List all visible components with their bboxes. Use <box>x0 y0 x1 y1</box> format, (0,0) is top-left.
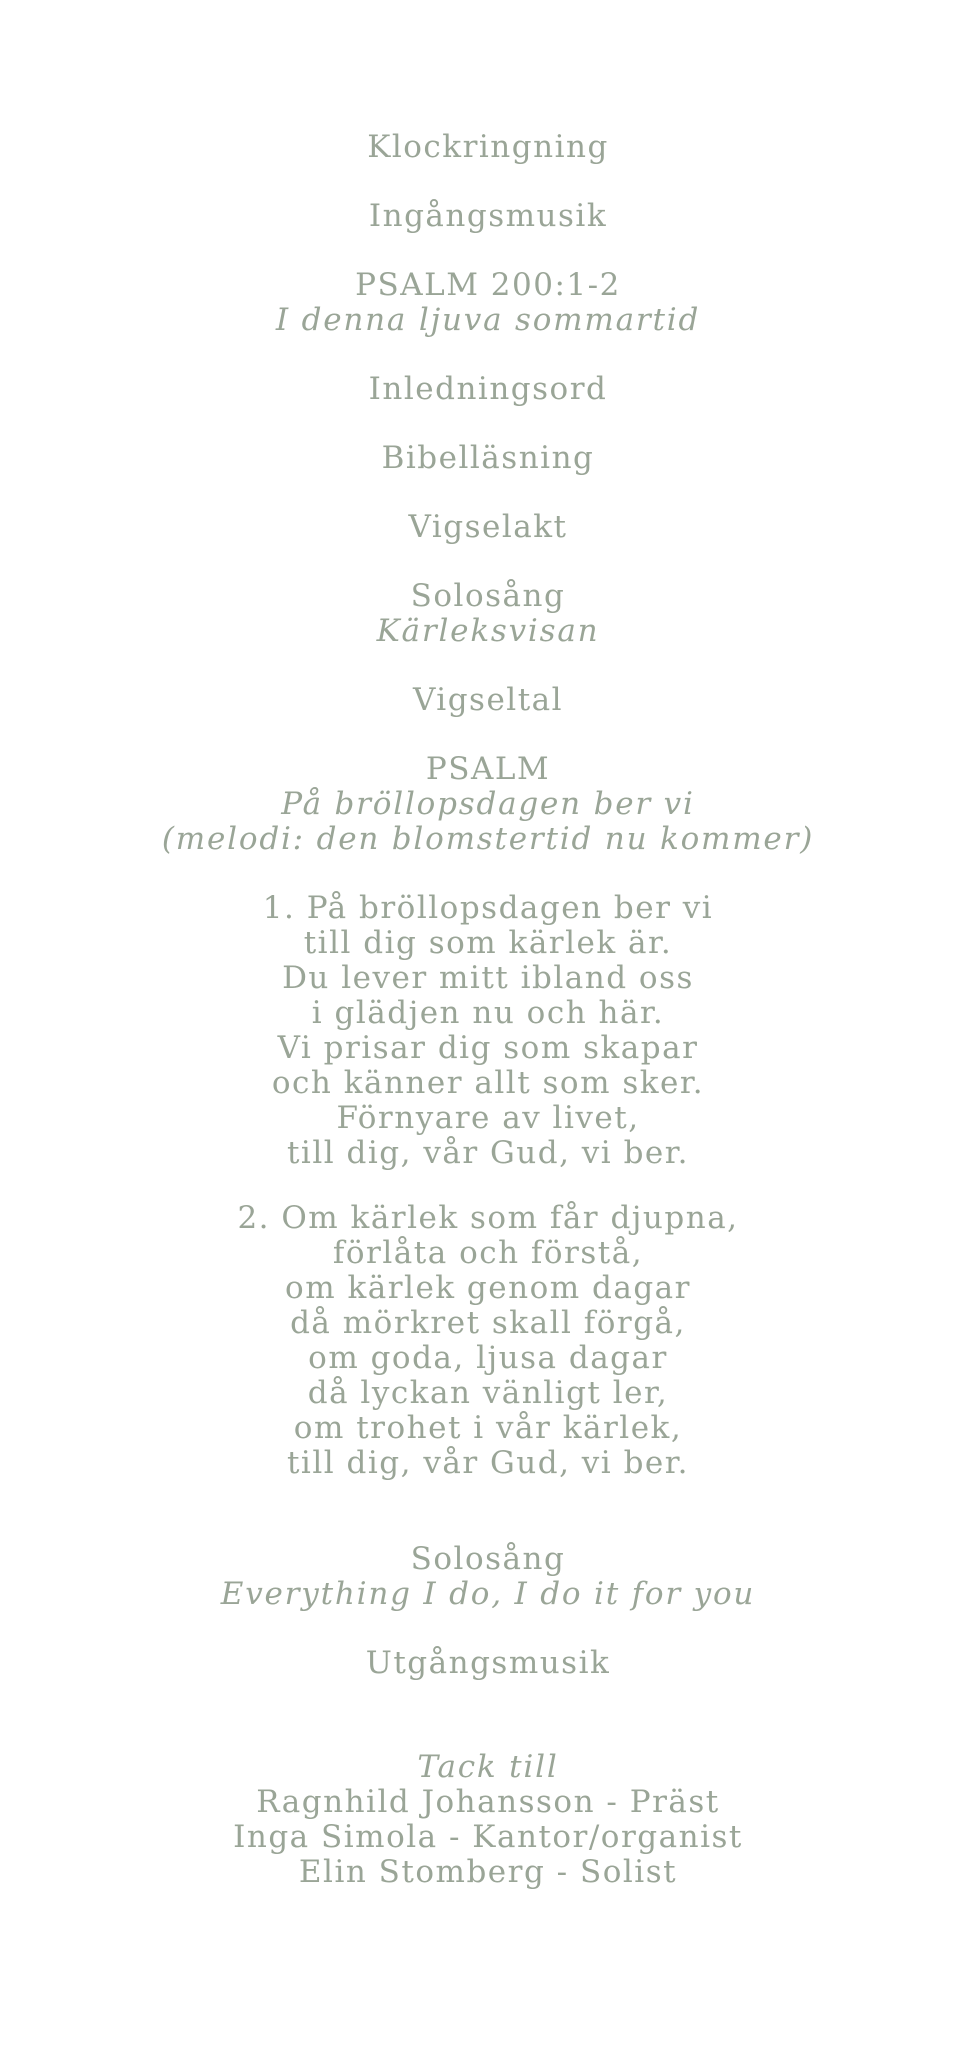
thanks-section <box>0 1750 976 1890</box>
item-subtitle: Kärleksvisan <box>376 613 600 649</box>
verse-line: till dig, vår Gud, vi ber. <box>286 1135 690 1171</box>
verse-line: till dig, vår Gud, vi ber. <box>286 1445 690 1481</box>
verse-line: i glädjen nu och här. <box>311 995 665 1031</box>
thanks-person: Elin Stomberg - Solist <box>298 1854 678 1890</box>
program-item-ingangsmusik <box>0 199 976 234</box>
item-subtitle: På bröllopsdagen ber vi <box>281 786 695 822</box>
item-title: Vigseltal <box>412 682 564 718</box>
item-title: Solosång <box>410 1541 566 1577</box>
item-title: Utgångsmusik <box>365 1645 611 1681</box>
program-item-solosang <box>0 579 976 649</box>
thanks-person: Ragnhild Johansson - Präst <box>256 1784 720 1820</box>
item-title: Ingångsmusik <box>368 198 608 234</box>
item-title: Solosång <box>410 578 566 614</box>
psalm-verse-2 <box>0 1201 976 1481</box>
item-title: Klockringning <box>367 129 609 165</box>
verse-line: 1. På bröllopsdagen ber vi <box>262 890 714 926</box>
item-melody-note: (melodi: den blomstertid nu kommer) <box>161 821 815 857</box>
program-item-bibellasning <box>0 441 976 476</box>
verse-line: då mörkret skall förgå, <box>290 1305 686 1341</box>
verse-line: Vi prisar dig som skapar <box>277 1030 699 1066</box>
verse-line: Du lever mitt ibland oss <box>282 960 694 996</box>
verse-line: om goda, ljusa dagar <box>308 1340 668 1376</box>
verse-line: 2. Om kärlek som får djupna, <box>237 1200 739 1236</box>
program-item-psalm-200 <box>0 268 976 338</box>
item-title: PSALM 200:1-2 <box>355 267 621 303</box>
verse-line: om trohet i vår kärlek, <box>293 1410 683 1446</box>
item-title: Inledningsord <box>368 371 608 407</box>
verse-line: förlåta och förstå, <box>332 1235 644 1271</box>
verse-line: till dig som kärlek är. <box>303 925 673 961</box>
verse-line: då lyckan vänligt ler, <box>307 1375 669 1411</box>
item-title: Bibelläsning <box>381 440 595 476</box>
item-title: PSALM <box>425 751 551 787</box>
program-item-vigselakt <box>0 510 976 545</box>
verse-line: och känner allt som sker. <box>271 1065 705 1101</box>
verse-line: Förnyare av livet, <box>336 1100 640 1136</box>
item-title: Vigselakt <box>408 509 568 545</box>
item-subtitle: Everything I do, I do it for you <box>220 1576 756 1612</box>
program-item-inledningsord <box>0 372 976 407</box>
program-item-solosang-2 <box>0 1542 976 1612</box>
program-item-vigseltal <box>0 683 976 718</box>
thanks-heading: Tack till <box>417 1749 559 1785</box>
program-item-utgangsmusik <box>0 1646 976 1681</box>
psalm-verse-1 <box>0 891 976 1171</box>
verse-line: om kärlek genom dagar <box>285 1270 691 1306</box>
item-subtitle: I denna ljuva sommartid <box>275 302 701 338</box>
program-item-psalm <box>0 752 976 857</box>
program-item-klockringning <box>0 130 976 165</box>
thanks-person: Inga Simola - Kantor/organist <box>233 1819 743 1855</box>
